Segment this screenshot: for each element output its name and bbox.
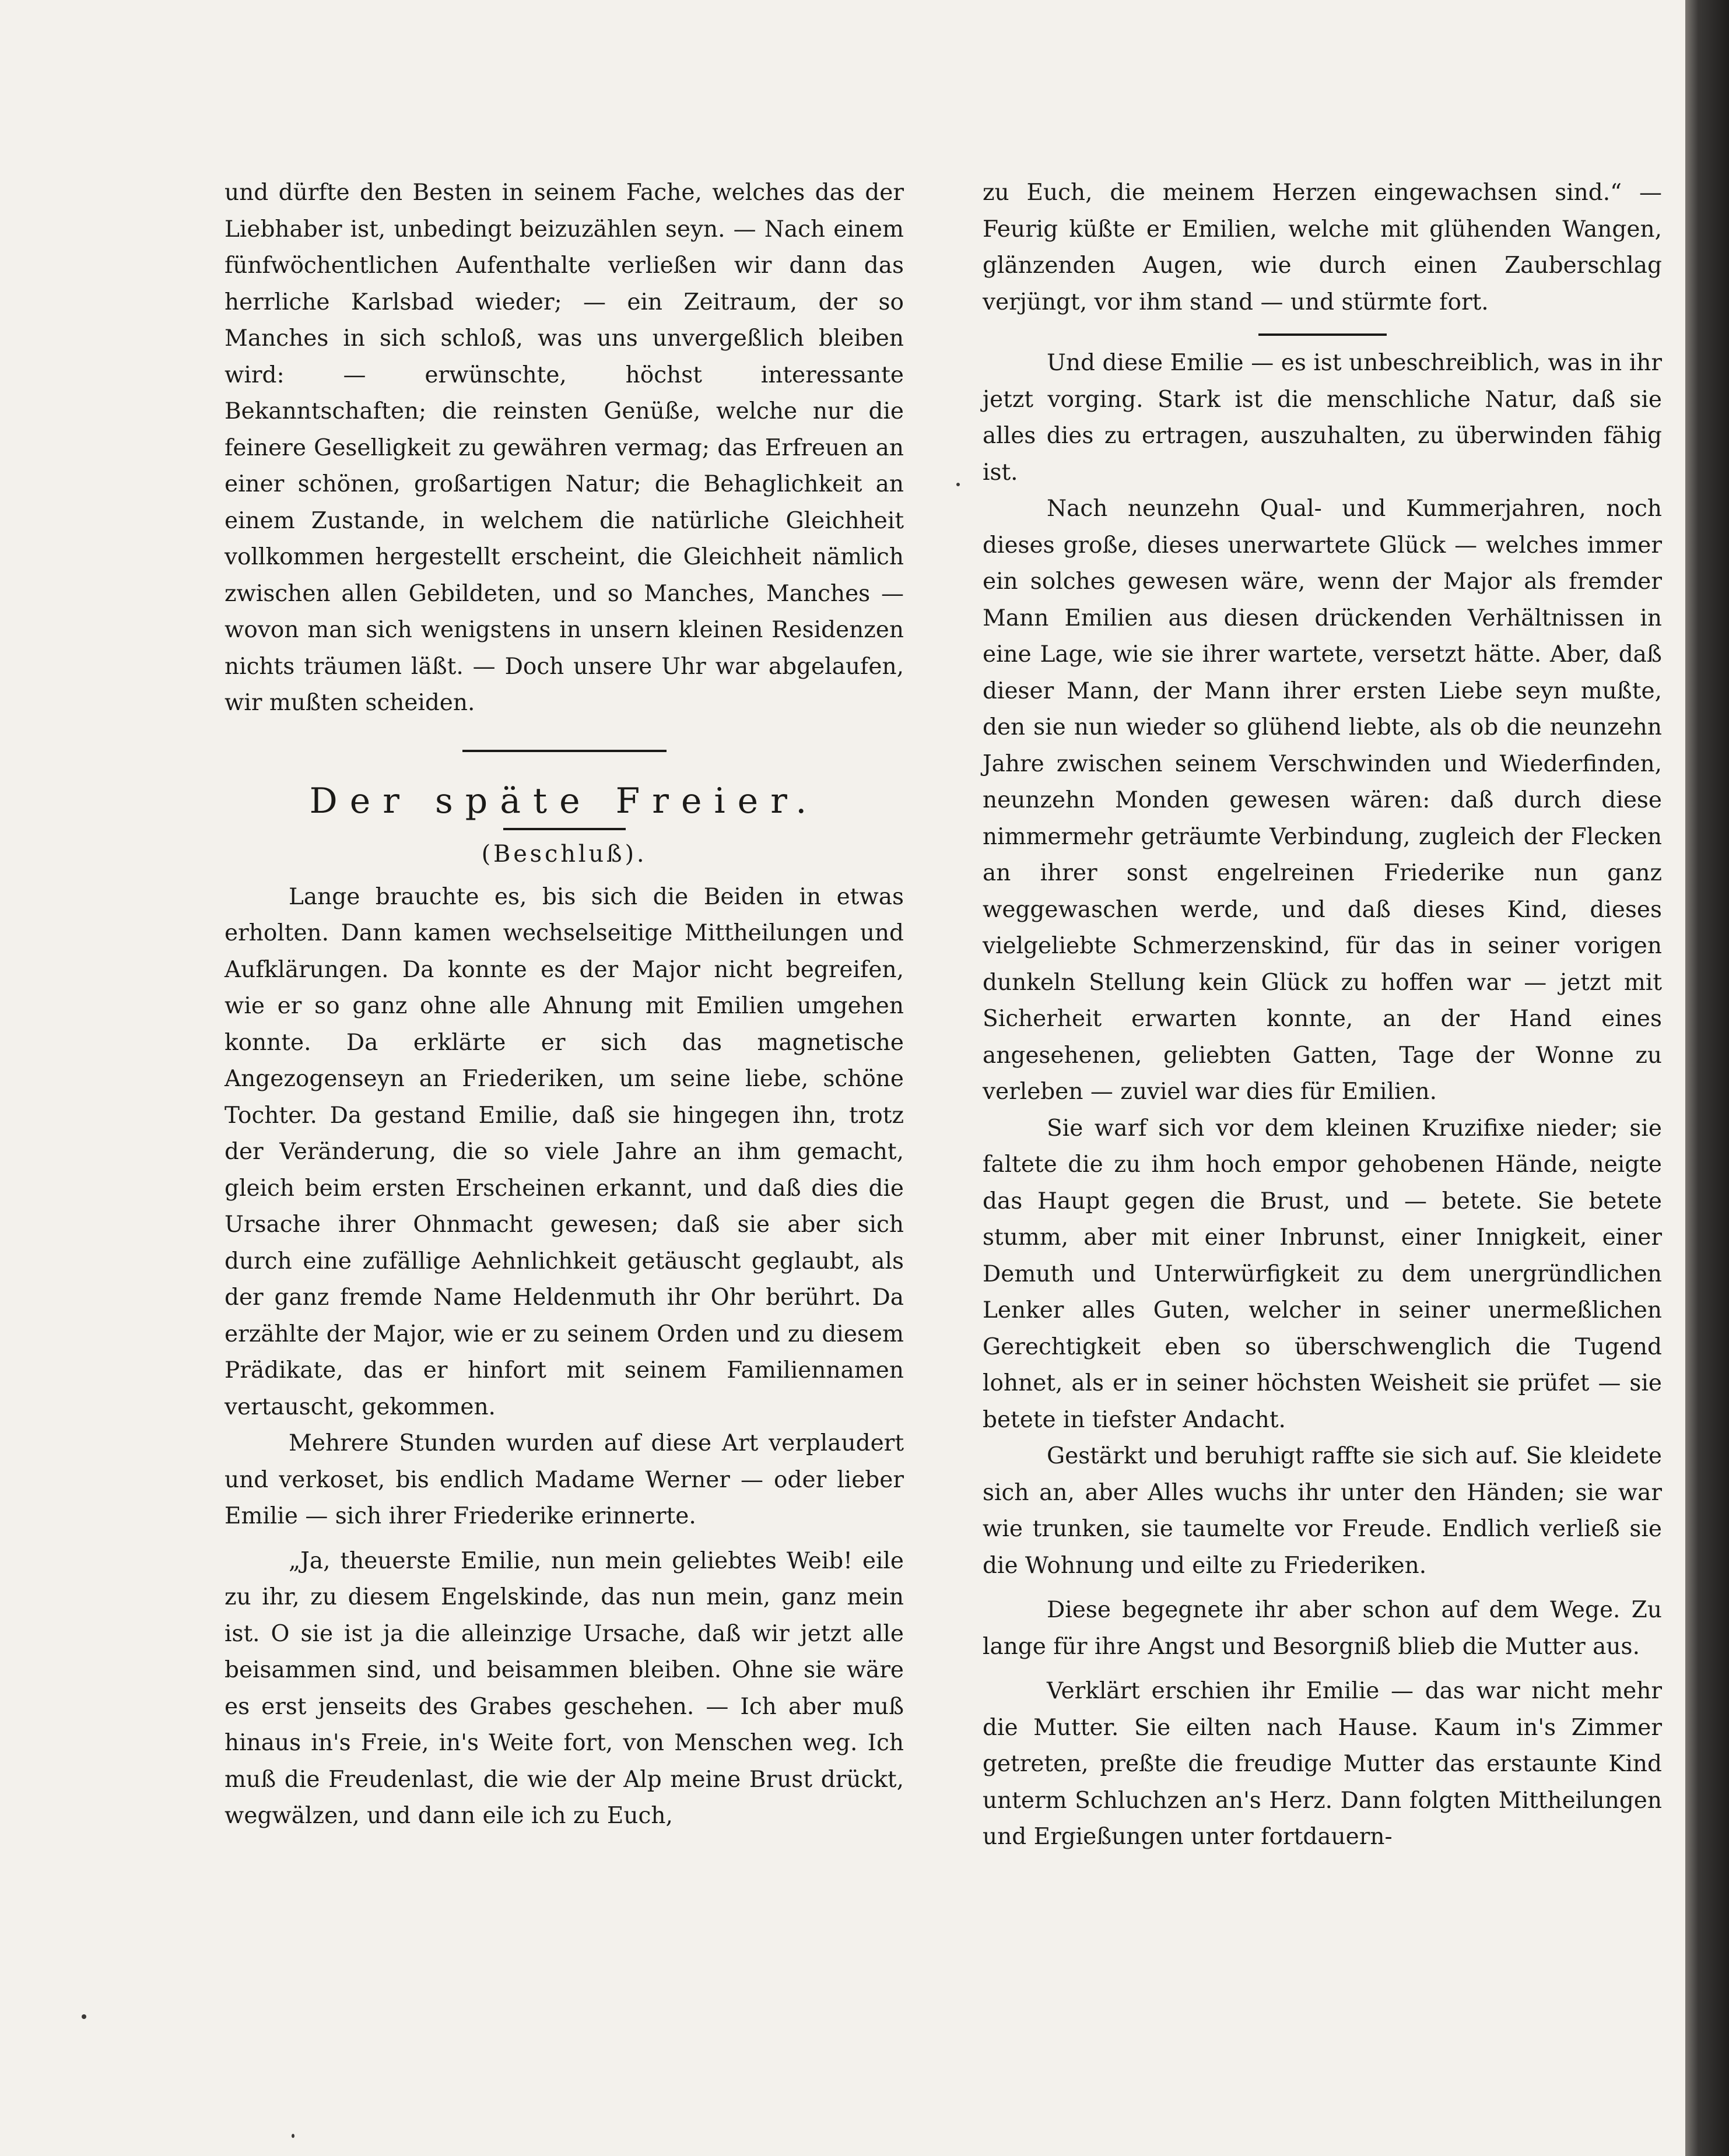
title-underline (503, 828, 626, 830)
continuation-paragraph: zu Euch, die meinem Herzen eingewachsen sind.“ — Feurig küßte er Emilien, welche mit glühenden Wangen, glänzenden Augen, wie durch einen Zauberschlag verjüngt, vor ihm stand — und stürmte fort. (983, 180, 1662, 315)
paper-speck (82, 2014, 86, 2019)
paper-speck (292, 2134, 294, 2138)
story-paragraph: Lange brauchte es, bis sich die Beiden in etwas erholten. Dann kamen wechselseitige Mittheilungen und Aufklärungen. Da konnte es der Major nicht begreifen, wie er so ganz ohne alle Ahnung mit Emilien umgehen konnte. Da erklärte er sich das magnetische Angezogenseyn an Friederiken, um seine liebe, schöne Tochter. Da gestand Emilie, daß sie hingegen ihn, trotz der Veränderung, die so viele Jahre an ihm gemacht, gleich beim ersten Erscheinen erkannt, und daß dies die Ursache ihrer Ohnmacht gewesen; daß sie aber sich durch eine zufällige Aehnlichkeit getäuscht geglaubt, als der ganz fremde Name Heldenmuth ihr Ohr berührt. Da erzählte der Major, wie er zu seinem Orden und zu diesem Prädikate, das er hinfort mit seinem Familiennamen vertauscht, gekommen. (225, 883, 904, 1420)
right-column (983, 175, 1662, 1856)
story-paragraph: Mehrere Stunden wurden auf diese Art verplaudert und verkoset, bis endlich Madame Werner — oder lieber Emilie — sich ihrer Friederike erinnerte. (225, 1430, 904, 1529)
intro-paragraph: und dürfte den Besten in seinem Fache, welches das der Liebhaber ist, unbedingt beizuzählen seyn. — Nach einem fünfwöchentlichen Aufenthalte verließen wir dann das herrliche Karlsbad wieder; — ein Zeitraum, der so Manches in sich schloß, was uns unvergeßlich bleiben wird: — erwünschte, höchst interessante Bekanntschaften; die reinsten Genüße, welche nur die feinere Geselligkeit zu gewähren vermag; das Erfreuen an einer schönen, großartigen Natur; die Behaglichkeit an einem Zustande, in welchem die natürliche Gleichheit vollkommen hergestellt erscheint, die Gleichheit nämlich zwischen allen Gebildeten, und so Manches, Manches — wovon man sich wenigstens in unsern kleinen Residenzen nichts träumen läßt. — Doch unsere Uhr war abgelaufen, wir mußten scheiden. (225, 180, 904, 716)
story-paragraph: Sie warf sich vor dem kleinen Kruzifixe nieder; sie faltete die zu ihm hoch empor gehobenen Hände, neigte das Haupt gegen die Brust, und — betete. Sie betete stumm, aber mit einer Inbrunst, einer Innigkeit, einer Demuth und Unterwürfigkeit zu dem unergründlichen Lenker alles Guten, welcher in seiner unermeßlichen Gerechtigkeit eben so überschwenglich die Tugend lohnet, als er in seiner höchsten Weisheit sie prüfet — sie betete in tiefster Andacht. (983, 1115, 1662, 1433)
story-paragraph: Diese begegnete ihr aber schon auf dem Wege. Zu lange für ihre Angst und Besorgniß blieb die Mutter aus. (983, 1597, 1662, 1660)
story-paragraph: „Ja, theuerste Emilie, nun mein geliebtes Weib! eile zu ihr, zu diesem Engelskinde, das nun mein, ganz mein ist. O sie ist ja die alleinzige Ursache, daß wir jetzt alle beisammen sind, und beisammen bleiben. Ohne sie wäre es erst jenseits des Grabes geschehen. — Ich aber muß hinaus in's Freie, in's Weite fort, von Menschen weg. Ich muß die Freudenlast, die wie der Alp meine Brust drückt, wegwälzen, und dann eile ich zu Euch, (225, 1547, 904, 1829)
paper-speck (956, 483, 960, 486)
story-paragraph: Gestärkt und beruhigt raffte sie sich auf. Sie kleidete sich an, aber Alles wuchs ihr unter den Händen; sie war wie trunken, sie taumelte vor Freude. Endlich verließ sie die Wohnung und eilte zu Friederiken. (983, 1443, 1662, 1579)
story-subtitle: (Beschluß). (481, 840, 647, 868)
story-paragraph: Verklärt erschien ihr Emilie — das war nicht mehr die Mutter. Sie eilten nach Hause. Kaum in's Zimmer getreten, preßte die freudige Mutter das erstaunte Kind unterm Schluchzen an's Herz. Dann folgten Mittheilungen und Ergießungen unter fortdauern- (983, 1678, 1662, 1850)
story-paragraph: Nach neunzehn Qual- und Kummerjahren, noch dieses große, dieses unerwartete Glück — welches immer ein solches gewesen wäre, wenn der Major als fremder Mann Emilien aus diesen drückenden Verhältnissen in eine Lage, wie sie ihrer wartete, versetzt hätte. Aber, daß dieser Mann, der Mann ihrer ersten Liebe seyn mußte, den sie nun wieder so glühend liebte, als ob die neunzehn Jahre zwischen seinem Verschwinden und Wiederfinden, neunzehn Monden gewesen wären: daß durch diese nimmermehr geträumte Verbindung, zugleich der Flecken an ihrer sonst engelreinen Friederike nun ganz weggewaschen werde, und daß dieses Kind, dieses vielgeliebte Schmerzenskind, für das in seiner vorigen dunkeln Stellung kein Glück zu hoffen war — jetzt mit Sicherheit erwarten konnte, an der Hand eines angesehenen, geliebten Gatten, Tage der Wonne zu verleben — zuviel war dies für Emilien. (983, 496, 1662, 1105)
left-column (225, 175, 904, 1835)
section-divider (462, 750, 667, 752)
page-binding-edge (1685, 0, 1729, 2156)
story-paragraph: Und diese Emilie — es ist unbeschreiblich, was in ihr jetzt vorging. Stark ist die menschliche Natur, daß sie alles dies zu ertragen, auszuhalten, zu überwinden fähig ist. (983, 350, 1662, 486)
story-title: Der späte Freier. (309, 780, 819, 821)
section-divider (1258, 333, 1387, 336)
